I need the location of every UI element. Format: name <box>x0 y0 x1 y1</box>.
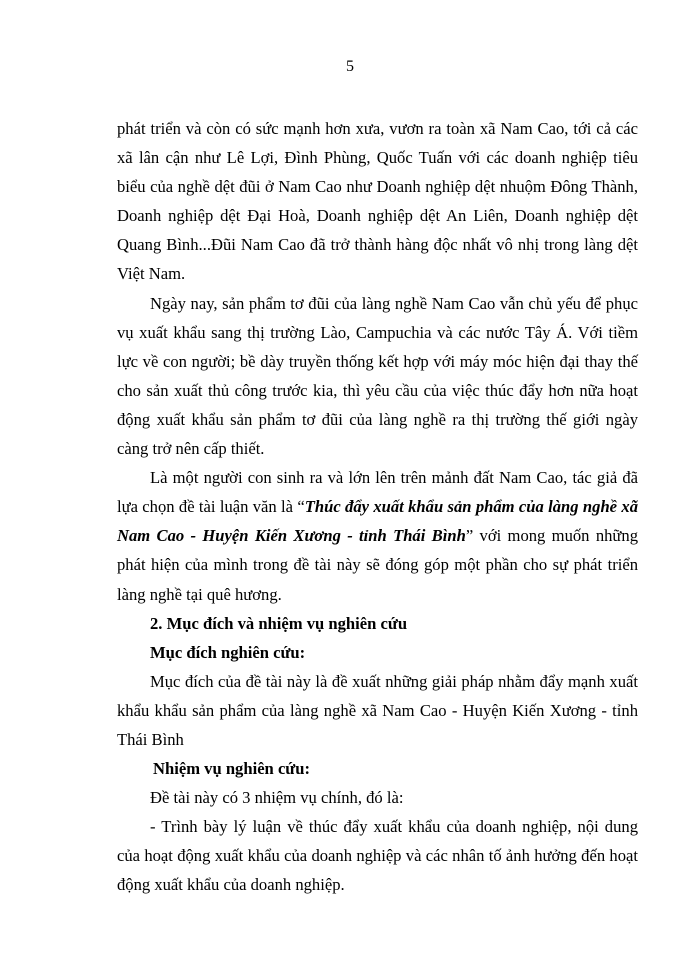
paragraph-thesis-topic <box>117 463 638 608</box>
paragraph-export-market: Ngày nay, sản phẩm tơ đũi của làng nghề Nam Cao vẫn chủ yếu để phục vụ xuất khẩu sang thị trường Lào, Campuchia và các nước Tây Á. Với tiềm lực về con người; bề dày truyền thống kết hợp với máy móc hiện đại thay thế cho sản xuất thủ công trước kia, thì yêu cầu của việc thúc đẩy hơn nữa hoạt động xuất khẩu sản phẩm tơ đũi của làng nghề ra thị trường thế giới ngày càng trở nên cấp thiết. <box>117 293 638 459</box>
tasks-heading: Nhiệm vụ nghiên cứu: <box>153 759 311 779</box>
thesis-title: Thúc đẩy xuất khẩu sản phẩm của làng nghề xã Nam Cao - Huyện Kiến Xương - tỉnh Thái Bình <box>117 497 638 546</box>
body-text <box>117 114 638 900</box>
paragraph-village-history: phát triển và còn có sức mạnh hơn xưa, vươn ra toàn xã Nam Cao, tới cả các xã lân cận như Lê Lợi, Đình Phùng, Quốc Tuấn với các doanh nghiệp tiêu biểu của nghề dệt đũi ở Nam Cao như Doanh nghiệp dệt nhuộm Đông Thành, Doanh nghiệp dệt Đại Hoà, Doanh nghiệp dệt An Liên, Doanh nghiệp dệt Quang Bình...Đũi Nam Cao đã trở thành hàng độc nhất vô nhị trong làng dệt Việt Nam. <box>117 119 638 284</box>
purpose-heading: Mục đích nghiên cứu: <box>150 642 306 662</box>
purpose-paragraph: Mục đích của đề tài này là đề xuất những giải pháp nhằm đẩy mạnh xuất khẩu khẩu sản phẩm của làng nghề xã Nam Cao - Huyện Kiến Xương - tỉnh Thái Bình <box>117 671 638 749</box>
task-item-1: - Trình bày lý luận về thúc đẩy xuất khẩu của doanh nghiệp, nội dung của hoạt động xuất khẩu của doanh nghiệp và các nhân tố ảnh hưởng đến hoạt động xuất khẩu của doanh nghiệp. <box>117 817 638 895</box>
thesis-outro-text: ” với mong muốn những phát hiện của mình trong đề tài này sẽ đóng góp một phần cho sự phát triển làng nghề tại quê hương. <box>117 526 638 604</box>
thesis-intro-text: Là một người con sinh ra và lớn lên trên mảnh đất Nam Cao, tác giả đã lựa chọn đề tài luận văn là “ <box>117 468 638 517</box>
tasks-intro: Đề tài này có 3 nhiệm vụ chính, đó là: <box>150 788 404 808</box>
page-number: 5 <box>346 58 354 75</box>
section-heading: 2. Mục đích và nhiệm vụ nghiên cứu <box>150 613 408 633</box>
